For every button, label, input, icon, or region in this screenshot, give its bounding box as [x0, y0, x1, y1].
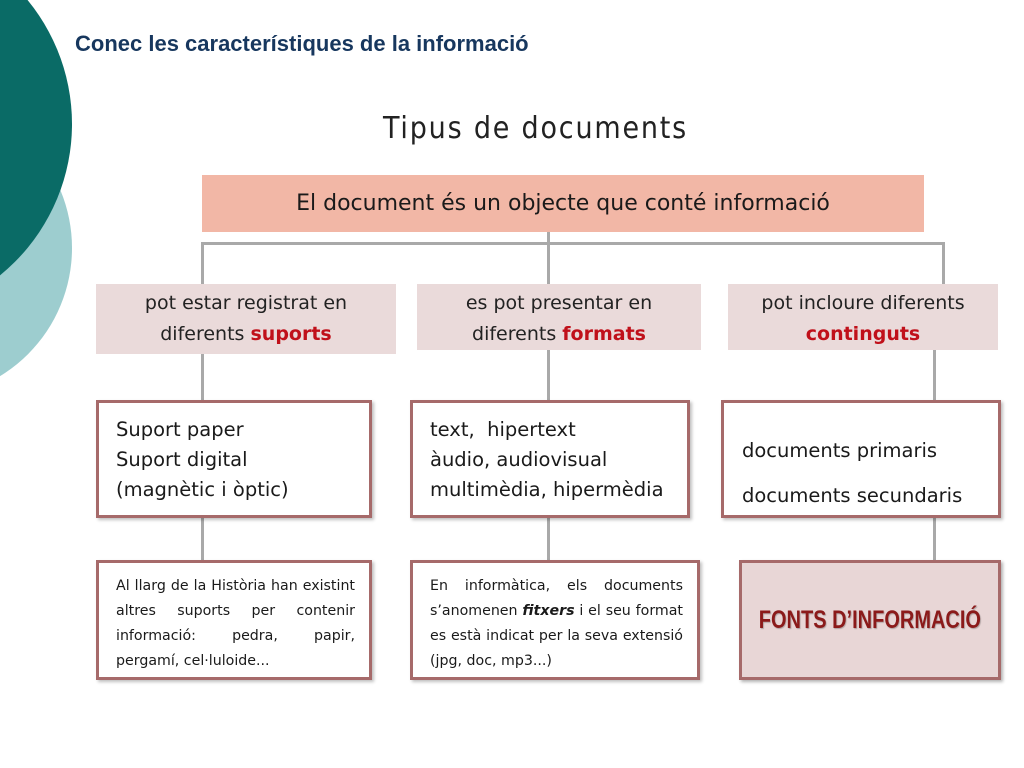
detail-item: (magnètic i òptic): [116, 478, 289, 501]
note-box-files: [410, 560, 700, 680]
category-prefix: diferents: [472, 323, 563, 345]
main-definition-box: [202, 175, 924, 232]
main-definition-text: El document és un objecte que conté informació: [296, 191, 830, 216]
detail-item: documents secundaris: [742, 484, 963, 507]
note-box-history: [96, 560, 372, 680]
information-sources-box: [739, 560, 1001, 680]
category-line: pot estar registrat en: [144, 292, 348, 314]
category-box-formats: [417, 284, 701, 350]
detail-item: àudio, audiovisual: [430, 448, 608, 471]
connector-horizontal: [201, 242, 945, 245]
connector-col2-mid: [547, 350, 550, 400]
diagram-title: [0, 111, 1024, 146]
category-highlight: continguts: [805, 323, 921, 345]
details-box-supports: [96, 400, 372, 518]
note-text-after: i el seu format es està indicat per la seva extensió (jpg, doc, mp3...): [430, 603, 693, 669]
connector-col3-low: [933, 518, 936, 560]
category-box-contents: [728, 284, 998, 350]
category-highlight: suports: [250, 323, 332, 345]
category-line: [728, 319, 998, 350]
category-highlight: formats: [562, 323, 646, 345]
detail-item: multimèdia, hipermèdia: [430, 478, 664, 501]
slide-title: Conec les característiques de la informació: [75, 31, 529, 56]
connector-col3-top: [942, 242, 945, 284]
category-line: es pot presentar en: [465, 292, 653, 314]
details-box-formats: [410, 400, 690, 518]
detail-item: text, hipertext: [430, 418, 576, 441]
category-prefix: diferents: [160, 323, 251, 345]
connector-col1-low: [201, 518, 204, 560]
category-box-supports: [96, 284, 396, 354]
category-line: [417, 319, 701, 350]
detail-item: Suport digital: [116, 448, 248, 471]
connector-col2-low: [547, 518, 550, 560]
detail-item: Suport paper: [116, 418, 244, 441]
category-line: [96, 319, 396, 350]
note-text-before: En informàtica, els documents s’anomenen: [430, 578, 688, 619]
connector-col2-top: [547, 242, 550, 284]
information-sources-label: FONTS D’INFORMACIÓ: [758, 605, 982, 634]
detail-item: documents primaris: [742, 439, 938, 462]
connector-col1-mid: [201, 354, 204, 400]
connector-col3-mid: [933, 350, 936, 400]
connector-col1-top: [201, 242, 204, 284]
diagram-title-text: Tipus de documents: [382, 111, 688, 146]
category-line: pot incloure diferents: [761, 292, 965, 314]
note-text: Al llarg de la Història han existint altres suports per contenir informació: pedra, papir, pergamí, cel·luloide...: [116, 578, 355, 669]
note-emphasis: fitxers: [522, 603, 575, 619]
details-box-contents: [721, 400, 1001, 518]
decorative-mask: [72, 0, 92, 420]
